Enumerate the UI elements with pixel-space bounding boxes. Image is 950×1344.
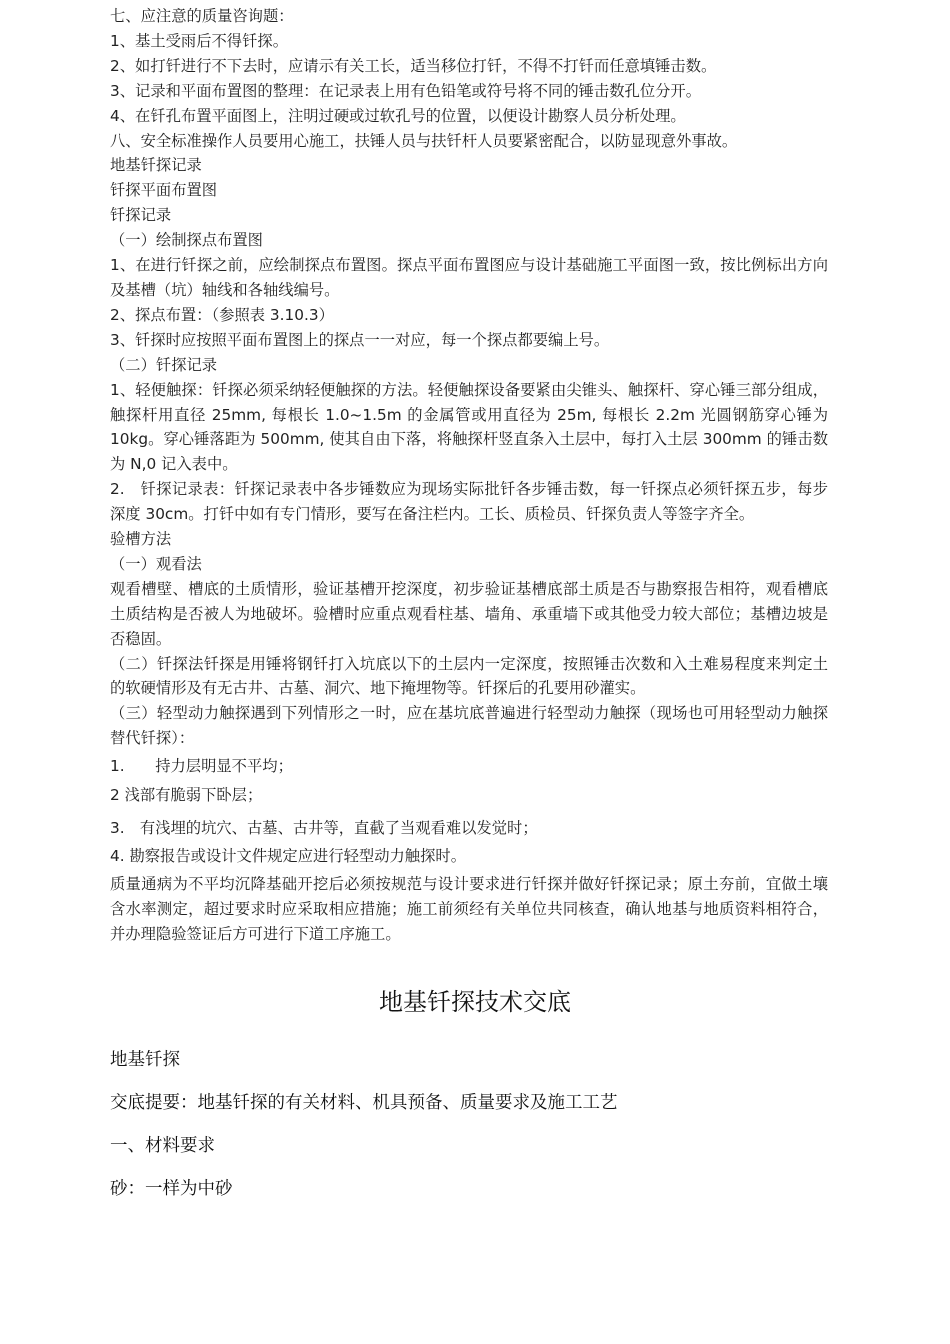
heading-quality-issues: 七、应注意的质量咨询题： [110, 7, 294, 25]
section-summary: 交底提要：地基钎探的有关材料、机具预备、质量要求及施工工艺 [110, 1093, 618, 1113]
item-probe-numbering: 3、钎探时应按照平面布置图上的探点一一对应，每一个探点都要编上号。 [110, 330, 610, 349]
heading-probe-record: 地基钎探记录 [110, 156, 202, 175]
heading-layout-plan: 钎探平面布置图 [110, 181, 218, 200]
paragraph-draw-plan: 1、在进行钎探之前，应绘制探点布置图。探点平面布置图应与设计基础施工平面图一致，按比例标出方向及基槽（坑）轴线和各轴线编号。 [110, 256, 828, 299]
subheading-draw-plan: （一）绘制探点布置图 [110, 231, 263, 250]
document-body [110, 4, 828, 947]
condition-2: 2 浅部有脆弱下卧层； [110, 786, 263, 805]
subheading-probe-record: （二）钎探记录 [110, 355, 218, 374]
paragraph-quality-defects: 质量通病为不平均沉降基础开挖后必须按规范与设计要求进行钎探并做好钎探记录；原土夯前，宜做土壤含水率测定，超过要求时应采取相应措施；施工前须经有关单位共同核查，确认地基与地质资料相符合，并办理隐验签证后方可进行下道工序施工。 [110, 874, 828, 943]
paragraph-dynamic-probe: （三）轻型动力触探遇到下列情形之一时，应在基坑底普遍进行轻型动力触探（现场也可用轻型动力触探替代钎探）： [110, 704, 828, 748]
paragraph-observation: 观看槽壁、槽底的土质情形，验证基槽开挖深度，初步验证基槽底部土质是否与勘察报告相符，观看槽底土质结构是否被人为地破坏。验槽时应重点观看柱基、墙角、承重墙下或其他受力较大部位；基槽边坡是否稳固。 [110, 579, 828, 648]
section-subject: 地基钎探 [110, 1050, 180, 1070]
paragraph-probe-method: （二）钎探法钎探是用锤将钢钎打入坑底以下的土层内一定深度，按照锤击次数和入土难易程度来判定土的软硬情形及有无古井、古墓、洞穴、地下掩埋物等。钎探后的孔要用砂灌实。 [110, 654, 828, 698]
paragraph-record-table: 2. 钎探记录表：钎探记录表中各步锤数应为现场实际批钎各步锤击数，每一钎探点必须钎探五步，每步深度 30cm。打钎中如有专门情形，要写在备注栏内。工长、质检员、钎探负责人等签字齐全。 [110, 480, 828, 524]
heading-inspection-methods: 验槽方法 [110, 530, 172, 549]
subheading-observation: （一）观看法 [110, 554, 202, 573]
paragraph-light-probe: 1、轻便触探：钎探必须采纳轻便触探的方法。轻便触探设备要紧由尖锥头、触探杆、穿心锤三部分组成，触探杆用直径 25mm, 每根长 1.0~1.5m 的金属管或用直径为 25m, 每根长 2.2m 光圆钢筋穿心锤为 10kg。穿心锤落距为 500mm, 使其自由下落，将触探杆竖直条入土层中，每打入土层 300mm 的锤击数为 N,0 记入表中。 [110, 380, 828, 474]
heading-record: 钎探记录 [110, 206, 172, 225]
item-probe-layout: 2、探点布置：（参照表 3.10.3） [110, 305, 334, 324]
item-4: 4、在钎孔布置平面图上，注明过硬或过软孔号的位置，以便设计勘察人员分析处理。 [110, 106, 686, 125]
item-3: 3、记录和平面布置图的整理：在记录表上用有色铅笔或符号将不同的锤击数孔位分开。 [110, 81, 702, 100]
lower-section [110, 1047, 828, 1219]
item-1: 1、基土受雨后不得钎探。 [110, 31, 288, 50]
document-title: 地基钎探技术交底 [379, 988, 571, 1016]
condition-4: 4. 勘察报告或设计文件规定应进行轻型动力触探时。 [110, 846, 466, 865]
heading-safety: 八、安全标准操作人员要用心施工，扶锤人员与扶钎杆人员要紧密配合，以防显现意外事故。 [110, 131, 738, 150]
section-materials-heading: 一、材料要求 [110, 1136, 215, 1156]
condition-1: 1. 持力层明显不平均； [110, 757, 293, 776]
item-2: 2、如打钎进行不下去时，应请示有关工长，适当移位打钎，不得不打钎而任意填锤击数。 [110, 56, 717, 75]
condition-3: 3. 有浅埋的坑穴、古墓、古井等，直截了当观看难以发觉时； [110, 819, 538, 837]
section-sand: 砂：一样为中砂 [110, 1179, 233, 1199]
